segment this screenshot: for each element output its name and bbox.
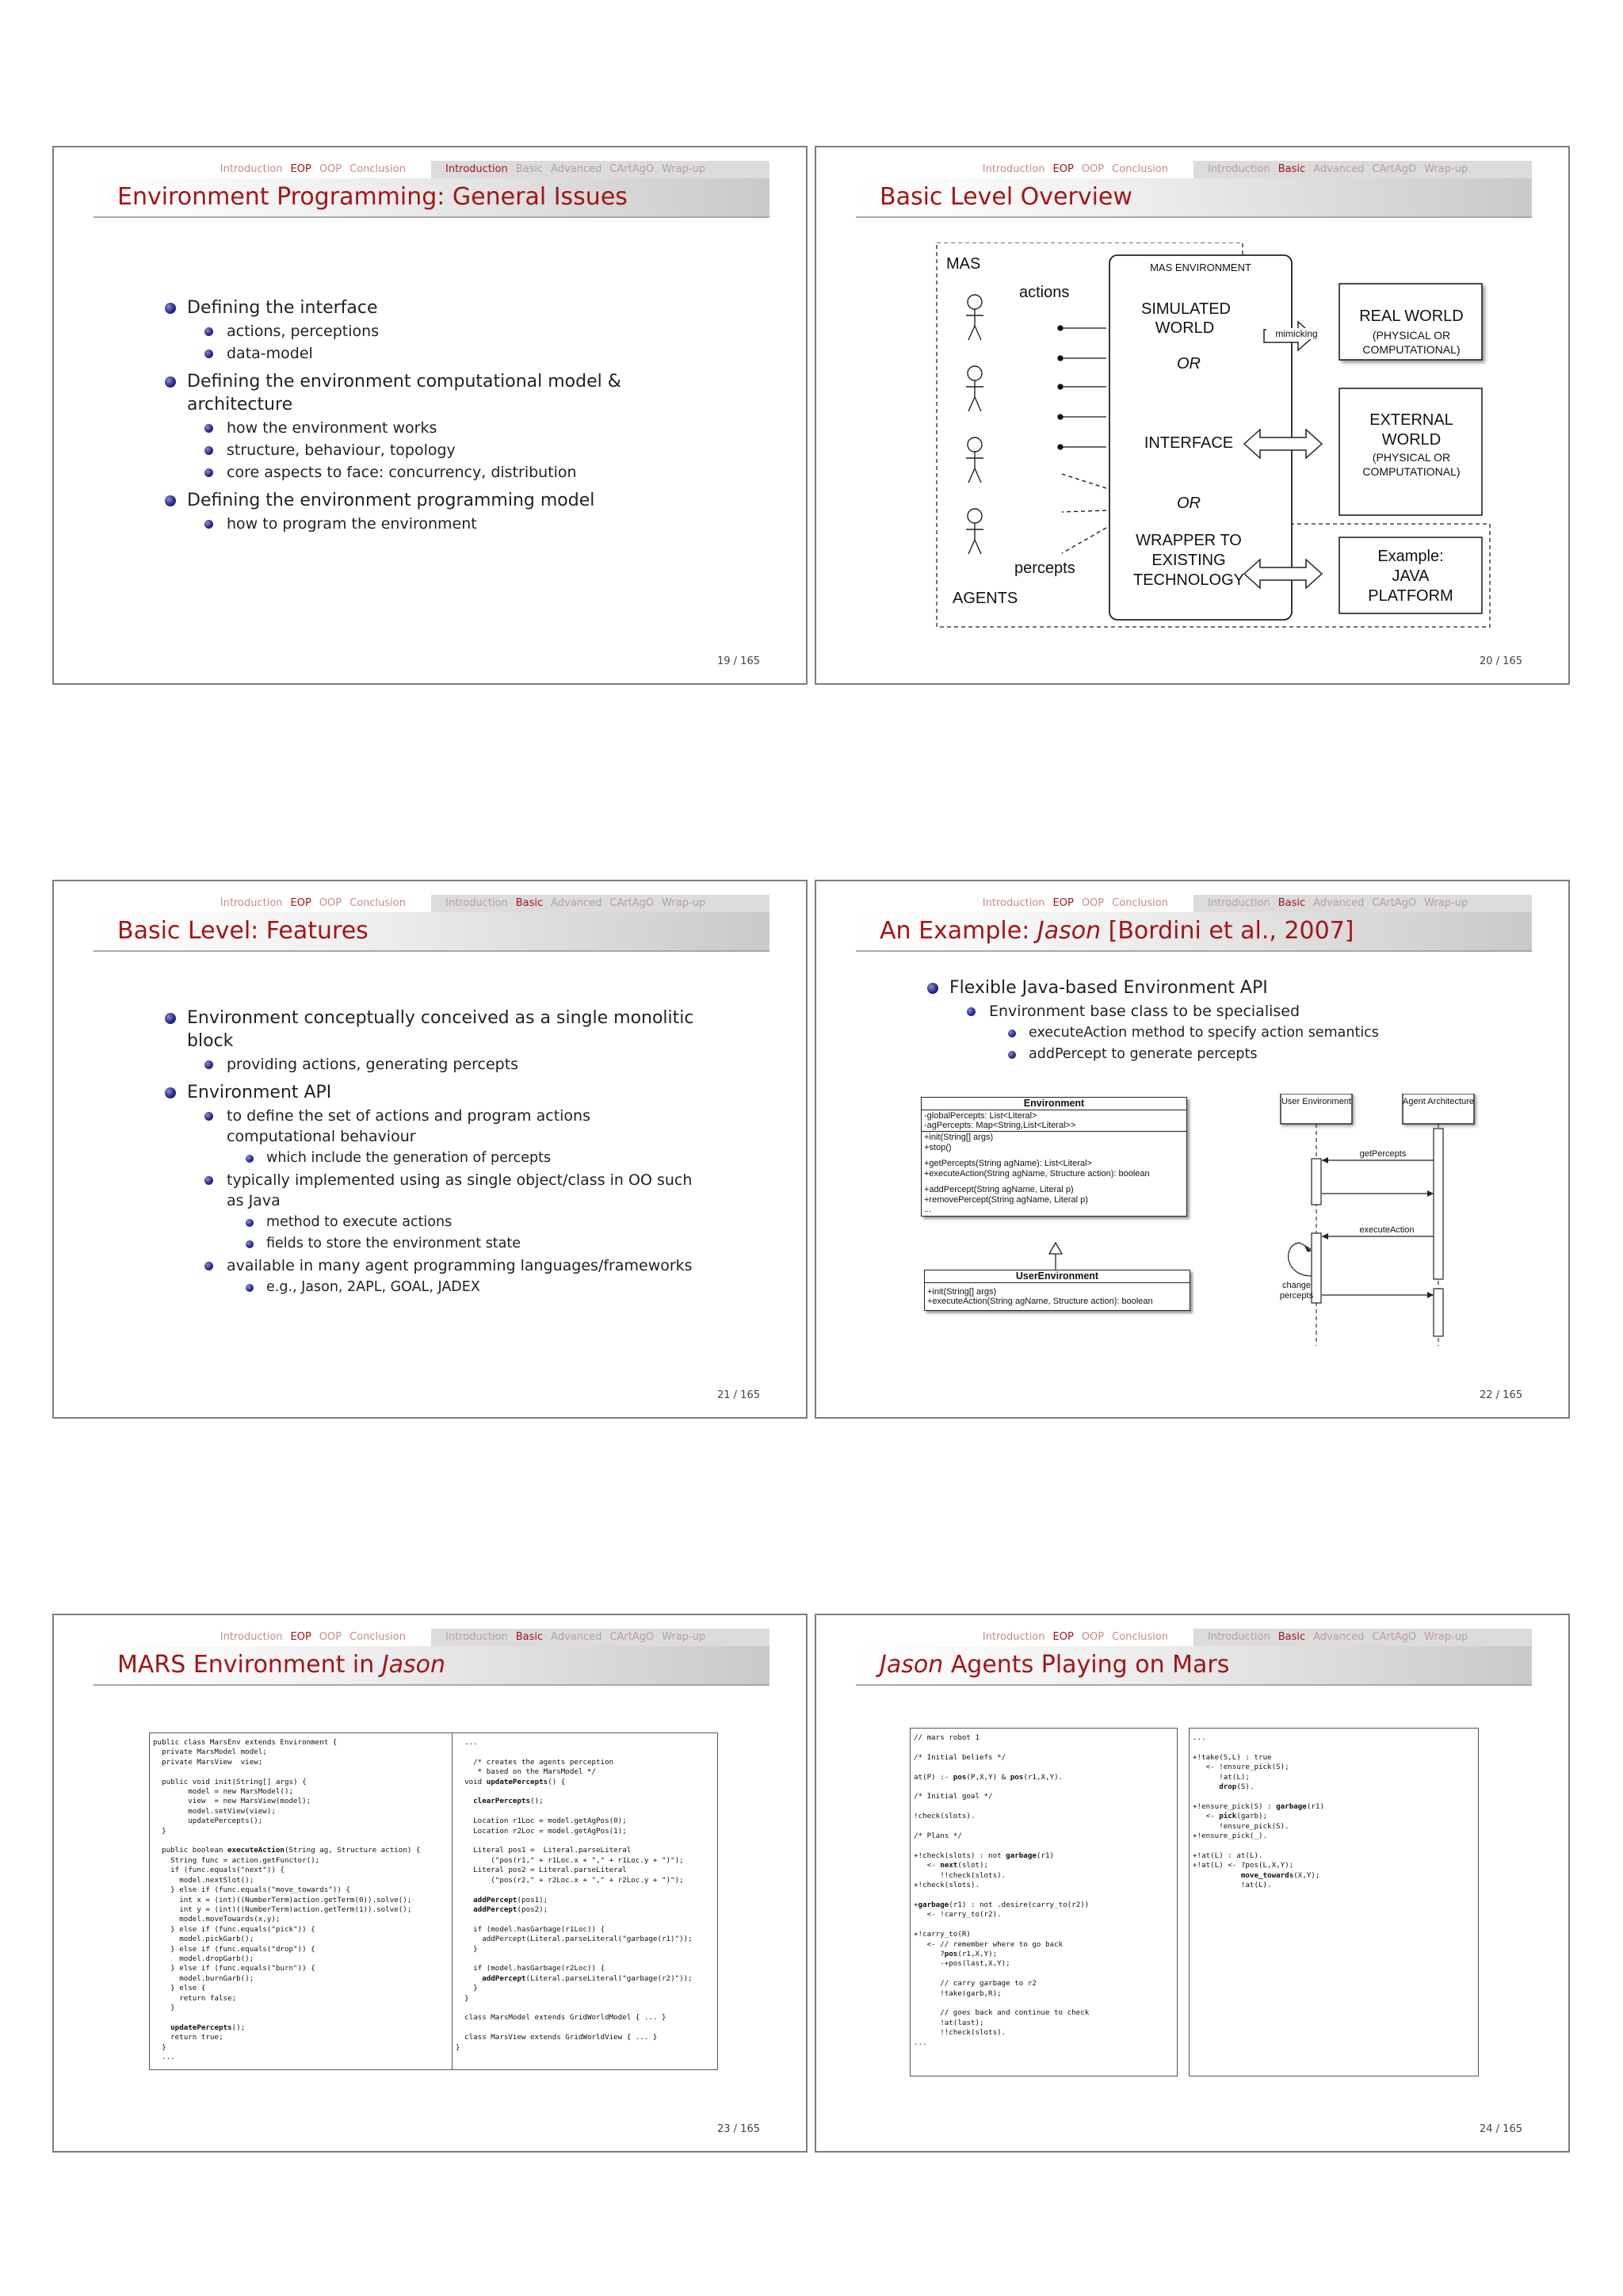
subnav-introduction[interactable]: Introduction [1208, 163, 1270, 175]
bullet: Environment conceptually conceived as a single monolitic block providing actions, generating percepts [165, 1007, 704, 1075]
slide-title: An Example: Jason [Bordini et al., 2007] [880, 917, 1354, 945]
subnav-basic[interactable]: Basic [515, 163, 544, 175]
subnav-introduction[interactable]: Introduction [445, 897, 508, 909]
sub-bullet: core aspects to face: concurrency, distribution [204, 462, 720, 483]
nav-conclusion[interactable]: Conclusion [1112, 897, 1168, 909]
subnav-wrapup[interactable]: Wrap-up [1424, 1631, 1468, 1643]
sub-sub-bullet: fields to store the environment state [246, 1234, 704, 1254]
nav-conclusion[interactable]: Conclusion [349, 163, 406, 175]
subnav-advanced[interactable]: Advanced [551, 1631, 602, 1643]
sub-sub-bullet: e.g., Jason, 2APL, GOAL, JADEX [246, 1278, 704, 1297]
bullet: Defining the environment computational model & architecture how the environment works structure, behaviour, topology core aspects to face: concurrency, distribution [165, 370, 720, 483]
user-environment-class-box: UserEnvironment +init(String[] args) +executeAction(String agName, Structure action): boolean [924, 1270, 1190, 1311]
nav-introduction[interactable]: Introduction [982, 897, 1045, 909]
agent-code-right: ... +!take(S,L) : true <- !ensure_pick(S); !at(L); drop(S). +!ensure_pick(S) : garbage(r1) <- pick(garb); !ensure_pick(S). +!ensure_pick(_). +!at(L) : at(L). +!at(L) <- ?pos(L,X,Y); move_towards(X,Y); !at(L). [1189, 1728, 1479, 2076]
mas-label: MAS [946, 255, 981, 273]
subnav-advanced[interactable]: Advanced [551, 897, 602, 909]
subnav-wrapup[interactable]: Wrap-up [662, 163, 706, 175]
nav-bar [94, 895, 769, 912]
subnav-wrapup[interactable]: Wrap-up [1424, 897, 1468, 909]
subnav-basic[interactable]: Basic [515, 897, 544, 909]
nav-eop[interactable]: EOP [290, 163, 311, 175]
sub-sub-bullet: method to execute actions [246, 1213, 704, 1232]
or-label: OR [1177, 355, 1201, 372]
sub-bullet: data-model [204, 343, 720, 364]
actions-label: actions [1019, 284, 1070, 301]
slide-21 [52, 880, 808, 1419]
sub-sub-bullet: executeAction method to specify action semantics [1008, 1023, 1498, 1043]
sequence-diagram [1276, 1094, 1514, 1347]
slide-20 [815, 146, 1570, 685]
code-block-left: public class MarsEnv extends Environment { private MarsModel model; private MarsView view; public void init(String[] args) { model = new MarsModel(); view = new MarsView(model); model.setView(view); updatePercepts(); } public boolean executeAction(String ag, Structure action) { String func = action.getFunctor(); if (func.equals("next")) { model.nextSlot(); } else if (func.equals("move_towards")) { int x = (int)((NumberTerm)action.getTerm(0)).solve(); int y = (int)((NumberTerm)action.getTerm(1)).solve(); model.moveTowards(x,y); } else if (func.equals("pick")) { model.pickGarb(); } else if (func.equals("drop")) { model.dropGarb(); } else if (func.equals("burn")) { model.burnGarb(); } else { return false; } updatePercepts(); return true; } ... [149, 1733, 452, 2070]
nav-introduction[interactable]: Introduction [220, 163, 283, 175]
subnav-introduction[interactable]: Introduction [445, 163, 508, 175]
bullet: Defining the interface actions, perceptions data-model [165, 296, 720, 364]
slide-24 [815, 1614, 1570, 2153]
bullet: Environment API to define the set of actions and program actions computational behaviour which include the generation of percepts typically implemented using as single object/class in OO such as Java method to execute actions fields to store the environment state available in many agent programming languages/frameworks e.g., Jason, 2APL, GOAL, JADEX [165, 1081, 704, 1297]
subnav-introduction[interactable]: Introduction [445, 1631, 508, 1643]
page-number: 20 / 165 [1480, 655, 1522, 667]
subnav-cartago[interactable]: CArtAgO [1372, 163, 1417, 175]
agents-label: AGENTS [953, 590, 1018, 607]
subnav-basic[interactable]: Basic [515, 1631, 544, 1643]
get-percepts-message: getPercepts [1359, 1149, 1407, 1159]
subnav-cartago[interactable]: CArtAgO [1372, 1631, 1417, 1643]
external-world-label: EXTERNAL WORLD [1369, 411, 1453, 449]
sub-bullet: available in many agent programming languages/frameworks e.g., Jason, 2APL, GOAL, JADEX [204, 1255, 704, 1297]
nav-oop[interactable]: OOP [1081, 897, 1105, 909]
sub-bullet: how to program the environment [204, 514, 720, 534]
nav-eop[interactable]: EOP [290, 897, 311, 909]
real-world-label: REAL WORLD [1359, 308, 1464, 325]
nav-oop[interactable]: OOP [319, 1631, 342, 1643]
page-number: 22 / 165 [1480, 1389, 1522, 1401]
nav-eop[interactable]: EOP [1052, 1631, 1074, 1643]
agent-architecture-lifeline: Agent Architecture [1403, 1097, 1474, 1106]
slide-22 [815, 880, 1570, 1419]
page-number: 24 / 165 [1480, 2123, 1522, 2135]
nav-eop[interactable]: EOP [290, 1631, 311, 1643]
slide-title: Basic Level Overview [880, 183, 1132, 211]
sub-sub-bullet: addPercept to generate percepts [1008, 1045, 1498, 1064]
nav-bar [94, 1629, 769, 1646]
sub-sub-bullet: which include the generation of percepts [246, 1148, 704, 1168]
nav-introduction[interactable]: Introduction [220, 897, 283, 909]
subnav-advanced[interactable]: Advanced [551, 163, 602, 175]
nav-eop[interactable]: EOP [1052, 897, 1074, 909]
or-label: OR [1177, 495, 1201, 512]
bullet: Defining the environment programming model how to program the environment [165, 489, 720, 534]
subnav-wrapup[interactable]: Wrap-up [662, 897, 706, 909]
page-number: 21 / 165 [717, 1389, 760, 1401]
simulated-world-label: SIMULATED WORLD [1141, 300, 1231, 337]
nav-eop[interactable]: EOP [1052, 163, 1074, 175]
nav-bar [94, 161, 769, 178]
nav-conclusion[interactable]: Conclusion [349, 897, 406, 909]
wrapper-label: WRAPPER TO EXISTING TECHNOLOGY [1132, 532, 1245, 589]
real-world-sub: (PHYSICAL OR COMPUTATIONAL) [1362, 329, 1461, 356]
user-environment-lifeline: User Environment [1281, 1097, 1352, 1106]
subnav-cartago[interactable]: CArtAgO [609, 1631, 655, 1643]
uml-class-diagram [921, 1097, 1190, 1327]
nav-oop[interactable]: OOP [319, 897, 342, 909]
change-percepts-note: change percepts [1279, 1281, 1314, 1301]
subnav-basic[interactable]: Basic [1277, 1631, 1306, 1643]
slide-title: MARS Environment in Jason [117, 1651, 446, 1679]
subnav-cartago[interactable]: CArtAgO [609, 897, 655, 909]
execute-action-message: executeAction [1359, 1225, 1415, 1235]
nav-conclusion[interactable]: Conclusion [349, 1631, 406, 1643]
subnav-cartago[interactable]: CArtAgO [609, 163, 655, 175]
nav-bar [856, 161, 1532, 178]
subnav-advanced[interactable]: Advanced [1313, 163, 1365, 175]
slide-19 [52, 146, 808, 685]
slide-title: Environment Programming: General Issues [117, 183, 628, 211]
nav-conclusion[interactable]: Conclusion [1112, 163, 1168, 175]
nav-introduction[interactable]: Introduction [982, 163, 1045, 175]
subnav-introduction[interactable]: Introduction [1208, 1631, 1270, 1643]
subnav-wrapup[interactable]: Wrap-up [1424, 163, 1468, 175]
sub-bullet: how the environment works [204, 418, 720, 438]
nav-conclusion[interactable]: Conclusion [1112, 1631, 1168, 1643]
nav-bar [856, 895, 1532, 912]
bullet: Flexible Java-based Environment API Environment base class to be specialised executeAction method to specify action semantics addPercept to generate percepts [927, 976, 1498, 1064]
nav-oop[interactable]: OOP [319, 163, 342, 175]
subnav-advanced[interactable]: Advanced [1313, 897, 1365, 909]
sub-bullet: to define the set of actions and program actions computational behaviour which include the generation of percepts [204, 1106, 704, 1168]
slide-23 [52, 1614, 808, 2153]
example-label: Example: JAVA PLATFORM [1368, 548, 1453, 605]
slide-title: Jason Agents Playing on Mars [880, 1651, 1230, 1679]
nav-introduction[interactable]: Introduction [220, 1631, 283, 1643]
nav-oop[interactable]: OOP [1081, 163, 1105, 175]
interface-label: INTERFACE [1144, 434, 1234, 452]
subnav-cartago[interactable]: CArtAgO [1372, 897, 1417, 909]
sub-bullet: structure, behaviour, topology [204, 440, 720, 460]
agent-code-left: // mars robot 1 /* Initial beliefs */ at(P) :- pos(P,X,Y) & pos(r1,X,Y). /* Initial goal */ !check(slots). /* Plans */ +!check(slots) : not garbage(r1) <- next(slot); !!check(slots). +!check(slots). +garbage(r1) : not .desire(carry_to(r2)) <- !carry_to(r2). +!carry_to(R) <- // remember where to go back ?pos(r1,X,Y); -+pos(last,X,Y); // carry garbage to r2 !take(garb,R); // goes back and continue to check !at(last); !!check(slots). ... [910, 1728, 1178, 2076]
page-number: 19 / 165 [717, 655, 760, 667]
subnav-basic[interactable]: Basic [1277, 163, 1306, 175]
code-block-right: ... /* creates the agents perception * based on the MarsModel */ void updatePercepts() { clearPercepts(); Location r1Loc = model.getAgPos(0); Location r2Loc = model.getAgPos(1); Literal pos1 = Literal.parseLiteral ("pos(r1," + r1Loc.x + "," + r1Loc.y + ")"); Literal pos2 = Literal.parseLiteral ("pos(r2," + r2Loc.x + "," + r2Loc.y + ")"); addPercept(pos1); addPercept(pos2); if (model.hasGarbage(r1Loc)) { addPercept(Literal.parseLiteral("garbage(r1)")); } if (model.hasGarbage(r2Loc)) { addPercept(Literal.parseLiteral("garbage(r2)")); } } class MarsModel extends GridWorldModel { ... } class MarsView extends GridWorldView { ... } } [452, 1733, 718, 2070]
sub-bullet: actions, perceptions [204, 321, 720, 342]
nav-bar [856, 1629, 1532, 1646]
sub-bullet: Environment base class to be specialised executeAction method to specify action semantics addPercept to generate percepts [967, 1001, 1498, 1064]
sub-bullet: providing actions, generating percepts [204, 1054, 704, 1075]
basic-level-diagram [864, 243, 1514, 639]
nav-oop[interactable]: OOP [1081, 1631, 1105, 1643]
env-label: MAS ENVIRONMENT [1150, 262, 1251, 273]
nav-introduction[interactable]: Introduction [982, 1631, 1045, 1643]
slide-title: Basic Level: Features [117, 917, 369, 945]
page-number: 23 / 165 [717, 2123, 760, 2135]
subnav-introduction[interactable]: Introduction [1208, 897, 1270, 909]
external-world-sub: (PHYSICAL OR COMPUTATIONAL) [1362, 451, 1461, 478]
sub-bullet: typically implemented using as single object/class in OO such as Java method to execute actions fields to store the environment state [204, 1170, 704, 1254]
percepts-label: percepts [1014, 560, 1075, 577]
subnav-wrapup[interactable]: Wrap-up [662, 1631, 706, 1643]
environment-class-box: Environment -globalPercepts: List<Literal> -agPercepts: Map<String,List<Literal>> +init(String[] args) +stop() +getPercepts(String agName): List<Literal> +executeAction(String agName, Structure action): boolean +addPercept(String agName, Literal p) +removePercept(String agName, Literal p) ... [921, 1097, 1187, 1217]
subnav-advanced[interactable]: Advanced [1313, 1631, 1365, 1643]
subnav-basic[interactable]: Basic [1277, 897, 1306, 909]
mimicking-label: mimicking [1266, 328, 1327, 339]
